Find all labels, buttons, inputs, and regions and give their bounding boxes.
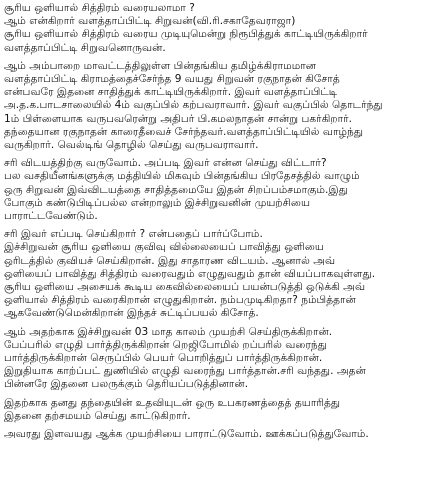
paragraph-line: பாராட்டவேண்டும். — [4, 210, 98, 223]
paragraph-line: இதனை தற்சமயம் செய்து காட்டுகிறார். — [4, 409, 191, 422]
paragraph-line: ஒரு சிறுவன் இவ்விடயத்தை சாதித்தமையே இதன் சிறப்பம்சமாகும்.இது — [4, 183, 348, 196]
paragraph-line: பின்னரே இதனை பலருக்கும் தெரியப்படுத்தினான். — [4, 378, 249, 391]
paragraph-line: சூரிய ஒளியால் சித்திரம் வரைய முடியுமென்று நிரூபித்துக் காட்டியிருக்கிறார் — [4, 28, 368, 41]
paragraph-line: தந்தையான ரகுநாதன் காரைதீவைச் சேர்ந்தவர்.வளத்தாப்பிட்டியில் வாழ்ந்து — [4, 125, 364, 138]
device-paragraph — [4, 397, 445, 423]
paragraph-line: ஒரிடத்தில் குவியச் செய்கிறான். இது சாதாரண விடயம். ஆனால் அவ் — [4, 254, 336, 267]
intro-paragraph — [4, 2, 445, 55]
paragraph-line: ஆம் அம்பாறை மாவட்டத்திலுள்ள பின்தங்கிய தமிழ்க்கிராமமான — [4, 59, 317, 72]
paragraph-line: அவரது இளவயது ஆக்க முயற்சியை பாராட்டுவோம். ஊக்கப்படுத்துவோம். — [4, 428, 369, 441]
paragraph-line: என்பவரே இதனை சாதித்துக் காட்டியிருக்கிறார். இவர் வளத்தாப்பிட்டி — [4, 86, 338, 99]
paragraph-line: ஆகவேண்டுமென்கிறான் இந்தச் சுட்டிப்பயல் கிசோத். — [4, 307, 259, 320]
paragraph-line: வளத்தாப்பிட்டி சிறுவனொருவன். — [4, 41, 166, 54]
paragraph-line: அ.த.க.பாடசாலையில் 4ம் வகுப்பில் கற்பவராவார். இவர் வகுப்பில் தொடர்ந்து — [4, 99, 383, 112]
byline: ஆம் என்கிறார் வளத்தாப்பிட்டி சிறுவன்(வி.ரி.சகாதேவராஜா) — [4, 15, 296, 28]
paragraph-line: ஒளியைப் பாவித்து சித்திரம் வரைவதும் எழுதுவதும் தான் வியப்பாகவுள்ளது. — [4, 267, 376, 280]
paragraph-line: இதற்காக தனது தந்தையின் உதவியுடன் ஒரு உபகரணத்தைத் தயாரித்து — [4, 396, 341, 409]
background-paragraph — [4, 60, 445, 152]
paragraph-line: வருகிறார். வெல்டிங் தொழில் செய்து வருபவராவார். — [4, 139, 259, 152]
paragraph-line: சரி இவர் எப்படி செய்கிறார் ? என்பதைப் பார்ப்போம். — [4, 228, 263, 241]
paragraph-line: போகும் கண்டுபிடிப்பல்ல என்றாலும் இச்சிறுவனின் முயற்சியை — [4, 196, 311, 209]
paragraph-line: இறுதியாக காற்ப்பட் துணியில் எழுதி வரைந்து பார்த்தான்.சரி வந்தது. அதன் — [4, 365, 366, 378]
method-paragraph — [4, 228, 445, 320]
paragraph-line: 1ம் பிள்ளையாக வருபவரென்று அதிபர் பி.கமலநாதன் சான்று பகர்கிறார். — [4, 112, 353, 125]
paragraph-line: பேப்பரில் எழுதி பார்த்திருக்கிறான் றெஜிபோமில் றப்பரில் வரைந்து — [4, 338, 327, 351]
paragraph-line: ஆம் அதற்காக இச்சிறுவன் 03 மாத காலம் முயற்சி செய்திருக்கிறான். — [4, 325, 333, 338]
paragraph-line: பல வசதியீனங்களுக்கு மத்தியில் மிகவும் பின்தங்கிய பிரதேசத்தில் வாழும் — [4, 170, 360, 183]
paragraph-line: பார்த்திருக்கிறான் செருப்பில் பெயர் பொறித்துப் பார்த்திருக்கிறான். — [4, 352, 323, 365]
paragraph-line: இச்சிறுவன் சூரிய ஒளியை குவிவு வில்லையைப் பாவித்து ஒளியை — [4, 241, 324, 254]
paragraph-line: ஒளியால் சித்திரம் வரைகிறான் எழுதுகிறான். நம்பமுடிகிறதா? நம்பித்தான் — [4, 294, 356, 307]
significance-paragraph — [4, 157, 445, 223]
paragraph-line: சரி விடயத்திற்கு வருவோம். அப்படி இவர் என்ன செய்து விட்டார்? — [4, 157, 327, 170]
closing-paragraph — [4, 428, 445, 441]
headline-question: சூரிய ஒளியால் சித்திரம் வரையலாமா ? — [4, 2, 195, 14]
paragraph-line: சூரிய ஒளியை அசையக் கூடிய கைவில்லையைப் பயன்படுத்தி ஒடுக்கி அவ் — [4, 281, 366, 294]
effort-paragraph — [4, 326, 445, 392]
paragraph-line: வளத்தாப்பிட்டி கிராமத்தைச்சேர்ந்த 9 வயது சிறுவன் ரகுநாதன் கிசோத் — [4, 73, 340, 86]
